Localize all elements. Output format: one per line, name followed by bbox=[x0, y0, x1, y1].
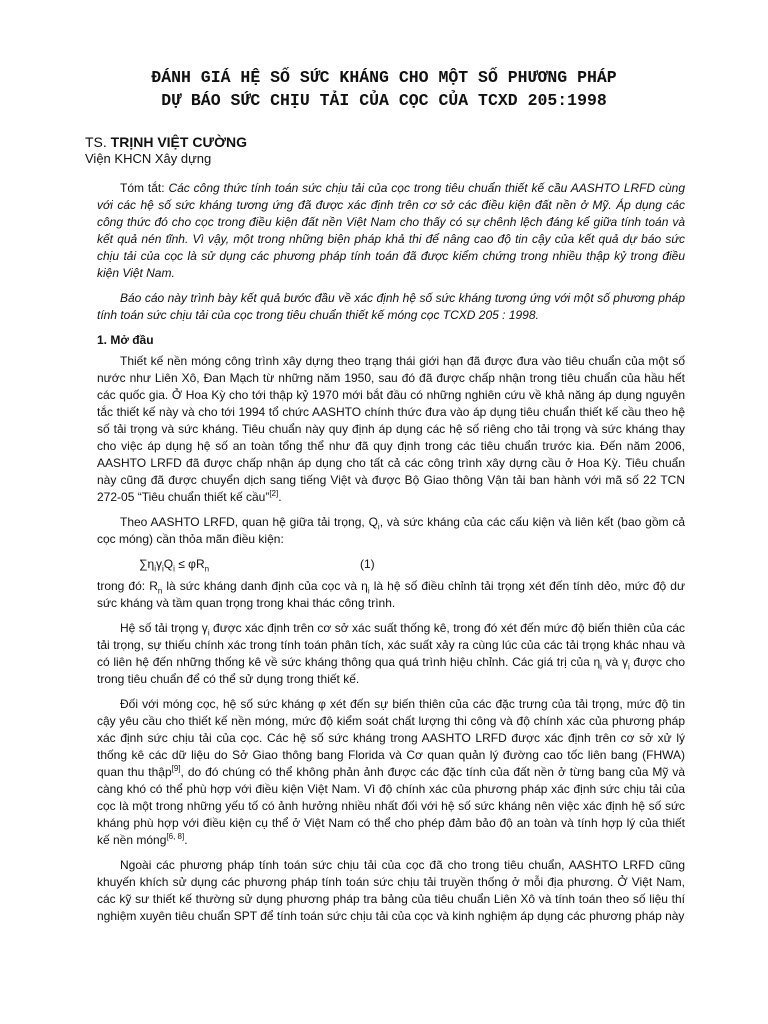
p2-text-b: , và sức kháng của các cấu kiện và liên kết (bao gồm cả cọc móng) cần thỏa mãn điều kiện: bbox=[97, 515, 685, 546]
equation-formula bbox=[139, 556, 209, 573]
p3-text: là sức kháng danh định của cọc và η bbox=[162, 579, 368, 593]
subscript: i bbox=[377, 522, 380, 532]
reference-marker: [2] bbox=[269, 489, 279, 498]
p4-text: được xác định trên cơ sở xác suất thống kê, trong đó xét đến mức độ biến thiên của các tải trọng, sự thiếu chính xác trong tính toán phân tích, xác suất xảy ra cùng lúc của các tải trọng khác nhau và có liên hệ đến những thống kê về sức kháng thông qua quá trình hiệu chỉnh. Các giá trị của η bbox=[97, 621, 686, 669]
p3-text: trong đó: R bbox=[97, 579, 158, 593]
author-prefix: TS. bbox=[85, 134, 111, 150]
subscript: i bbox=[627, 662, 630, 672]
page-title bbox=[60, 66, 708, 112]
formula-subscript: i bbox=[154, 564, 157, 574]
subscript: i bbox=[367, 586, 370, 596]
formula-part: γ bbox=[156, 557, 163, 571]
formula-subscript: n bbox=[204, 564, 210, 574]
p5-text: Đối với móng cọc, hệ số sức kháng φ xét đến sự biến thiên của các đặc trưng của tải trọng, mức độ tin cậy yêu cầu cho thiết kế nền móng, mức độ kiểm soát chất lượng thi công và độ chính xác của phương pháp xác định sức chịu tải của cọc. Các hệ số sức kháng trong AASHTO LRFD được xác định trên cơ sở xử lý thống kê các dữ liệu do Sở Giao thông bang Florida và Cơ quan quản lý đường cao tốc liên bang (FHWA) quan thu thập bbox=[97, 697, 685, 779]
abstract-paragraph-2: Báo cáo này trình bày kết quả bước đầu về xác định hệ số sức kháng tương ứng với một số phương pháp tính toán sức chịu tải của cọc trong tiêu chuẩn thiết kế móng cọc TCXD 205 : 1998. bbox=[97, 291, 685, 322]
formula-subscript: i bbox=[173, 564, 175, 574]
body-paragraph-4 bbox=[97, 620, 685, 688]
section-heading: 1. Mở đầu bbox=[97, 333, 154, 347]
abstract-text-1: Các công thức tính toán sức chịu tải của cọc trong tiêu chuẩn thiết kế cầu AASHTO LRFD cùng với các hệ số sức kháng tương ứng đã được xác định trên cơ sở các điều kiện đất nền ở Mỹ. Áp dụng các công thức đó cho cọc trong điều kiện đất nền Việt Nam cho thấy có sự chênh lệch đáng kể giữa tính toán và kết quả nén tĩnh. Vì vậy, một trong những biện pháp khả thi để nâng cao độ tin cậy của kết quả dự báo sức chịu tải của cọc là sử dụng các phương pháp tính toán đã được kiểm chứng trong nhiều thập kỷ trong điều kiện Việt Nam. bbox=[97, 181, 686, 280]
abstract-paragraph-1 bbox=[97, 180, 685, 282]
subscript: i bbox=[207, 628, 210, 638]
equation-1 bbox=[97, 554, 685, 576]
body-paragraph-1 bbox=[97, 353, 685, 506]
p1-text: Thiết kế nền móng công trình xây dựng theo trạng thái giới hạn đã được đưa vào tiêu chuẩn của một số nước như Liên Xô, Đan Mạch từ những năm 1950, sau đó đã được chấp nhận trong tiêu chuẩn của hầu hết các quốc gia. Ở Hoa Kỳ cho tới thập kỷ 1970 mới bắt đầu có những nghiên cứu về khả năng áp dụng nguyên tắc thiết kế này và cho tới 1994 tổ chức AASHTO chính thức đưa vào áp dụng tiêu chuẩn thiết kế cầu theo hệ số tải trọng và sức kháng. Tiêu chuẩn này quy định áp dụng các hệ số riêng cho tải trọng và sức kháng thay cho việc áp dụng hệ số an toàn tổng thể như đã quy định trong các tiêu chuẩn trước kia. Đến năm 2006, AASHTO LRFD đã được chấp nhận áp dụng cho tất cả các công trình xây dựng cầu ở Hoa Kỳ. Tiêu chuẩn này cũng đã được chuyển dịch sang tiếng Việt và được Bộ Giao thông Vận tải ban hành với mã số 22 TCN 272-05 “Tiêu chuẩn thiết kế cầu” bbox=[97, 354, 685, 504]
author-name: TRỊNH VIỆT CƯỜNG bbox=[110, 134, 248, 150]
p5-text: . bbox=[184, 833, 188, 847]
abstract-label: Tóm tắt: bbox=[120, 181, 169, 195]
body-paragraph-6: Ngoài các phương pháp tính toán sức chịu tải của cọc đã cho trong tiêu chuẩn, AASHTO LRFD cũng khuyến khích sử dụng các phương pháp tính toán sức chịu tải truyền thống ở mỗi địa phương. Ở Việt Nam, các kỹ sư thiết kế thường sử dụng phương pháp tra bảng của tiêu chuẩn Liên Xô và tính toán theo số liệu thí nghiệm xuyên tiêu chuẩn SPT để tính toán sức chịu tải của cọc và kinh nghiệm áp dụng các phương pháp này bbox=[97, 858, 685, 923]
formula-subscript: i bbox=[162, 564, 164, 574]
title-line-1: ĐÁNH GIÁ HỆ SỐ SỨC KHÁNG CHO MỘT SỐ PHƯƠNG PHÁP bbox=[151, 68, 617, 87]
p3-text: là hệ số điều chỉnh tải trọng xét đến tính dẻo, mức độ dư sức kháng và tầm quan trọng trong khai thác công trình. bbox=[97, 579, 686, 610]
reference-marker: [6, 8] bbox=[166, 832, 185, 841]
p4-text: Hệ số tải trọng γ bbox=[120, 621, 208, 635]
p2-text-a: Theo AASHTO LRFD, quan hệ giữa tải trọng, Q bbox=[120, 515, 378, 529]
author-organization: Viện KHCN Xây dựng bbox=[85, 151, 212, 166]
p1-end: . bbox=[278, 490, 282, 504]
subscript: i bbox=[600, 662, 602, 672]
reference-marker: [9] bbox=[171, 764, 181, 773]
author-line bbox=[85, 133, 247, 151]
subscript: n bbox=[157, 586, 163, 596]
equation-number: (1) bbox=[360, 557, 375, 571]
document-body bbox=[97, 180, 685, 925]
body-paragraph-3 bbox=[97, 578, 685, 612]
body-paragraph-5 bbox=[97, 696, 685, 849]
body-paragraph-2 bbox=[97, 514, 685, 548]
p4-text: và γ bbox=[601, 655, 628, 669]
formula-part: ∑η bbox=[139, 557, 155, 571]
p5-text: , do đó chúng có thể không phản ảnh được các đặc tính của đất nền ở từng bang của Mỹ và càng khó có thể phù hợp với điều kiện Việt Nam. Vì độ chính xác của phương pháp xác định sức chịu tải của cọc là một trong những yếu tố có ảnh hưởng nhiều nhất đối với hệ số sức kháng nên việc xác định hệ số sức kháng phù hợp với điều kiện cụ thể ở Việt Nam có thể cho phép đảm bảo độ an toàn và tính hợp lý của thiết kế nền móng bbox=[97, 765, 685, 847]
formula-part: ≤ φR bbox=[174, 557, 205, 571]
p4-text: được cho trong tiêu chuẩn để có thể sử dụng trong thiết kế. bbox=[97, 655, 686, 686]
formula-part: Q bbox=[163, 557, 174, 571]
title-line-2: DỰ BÁO SỨC CHỊU TẢI CỦA CỌC CỦA TCXD 205:1998 bbox=[161, 91, 607, 110]
